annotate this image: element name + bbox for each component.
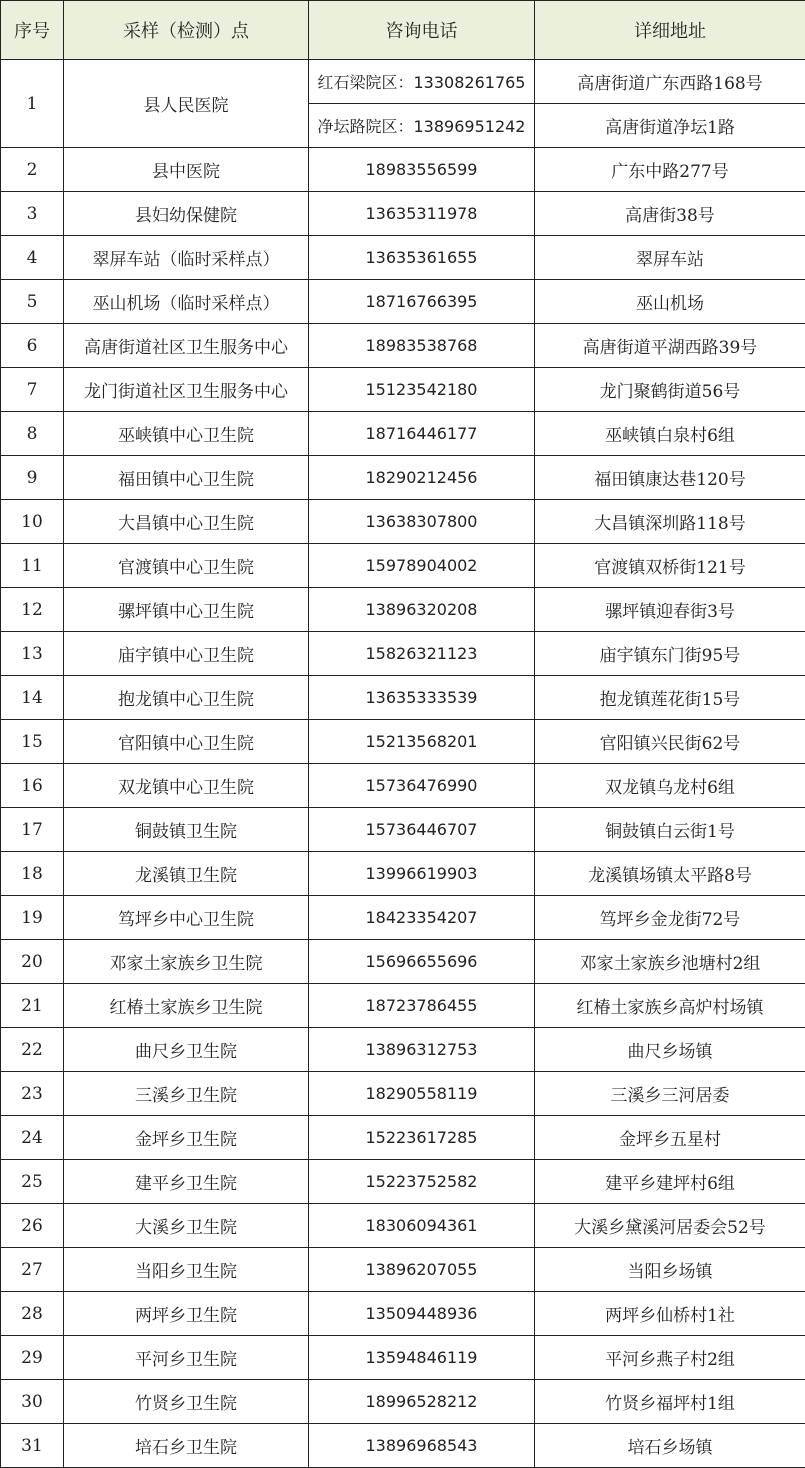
table-row	[1, 1028, 805, 1072]
cell-no: 23	[1, 1072, 64, 1116]
table-row	[1, 1424, 805, 1468]
cell-no: 11	[1, 544, 64, 588]
cell-address: 翠屏车站	[535, 236, 805, 280]
cell-no: 21	[1, 984, 64, 1028]
cell-site: 当阳乡卫生院	[64, 1248, 309, 1292]
cell-site: 曲尺乡卫生院	[64, 1028, 309, 1072]
header-phone: 咨询电话	[309, 1, 535, 60]
cell-phone: 18996528212	[309, 1380, 535, 1424]
cell-site: 铜鼓镇卫生院	[64, 808, 309, 852]
cell-phone: 15736476990	[309, 764, 535, 808]
table-row	[1, 588, 805, 632]
cell-address: 大溪乡黛溪河居委会52号	[535, 1204, 805, 1248]
cell-phone: 18716766395	[309, 280, 535, 324]
cell-site: 巫山机场（临时采样点）	[64, 280, 309, 324]
cell-phone: 13509448936	[309, 1292, 535, 1336]
cell-no: 18	[1, 852, 64, 896]
cell-no: 8	[1, 412, 64, 456]
cell-address: 培石乡场镇	[535, 1424, 805, 1468]
table-row	[1, 1336, 805, 1380]
cell-phone: 18423354207	[309, 896, 535, 940]
cell-phone: 18290558119	[309, 1072, 535, 1116]
cell-site: 大溪乡卫生院	[64, 1204, 309, 1248]
table-row	[1, 1116, 805, 1160]
cell-no: 16	[1, 764, 64, 808]
cell-address: 红椿土家族乡高炉村场镇	[535, 984, 805, 1028]
cell-address: 笃坪乡金龙街72号	[535, 896, 805, 940]
cell-address: 曲尺乡场镇	[535, 1028, 805, 1072]
cell-no: 10	[1, 500, 64, 544]
cell-no: 9	[1, 456, 64, 500]
cell-address: 高唐街道平湖西路39号	[535, 324, 805, 368]
table-row	[1, 720, 805, 764]
cell-no: 22	[1, 1028, 64, 1072]
header-site: 采样（检测）点	[64, 1, 309, 60]
cell-phone: 15736446707	[309, 808, 535, 852]
cell-no: 7	[1, 368, 64, 412]
table-row	[1, 896, 805, 940]
cell-phone: 净坛路院区：13896951242	[309, 104, 535, 148]
cell-no: 29	[1, 1336, 64, 1380]
table-row	[1, 1380, 805, 1424]
cell-address: 龙溪镇场镇太平路8号	[535, 852, 805, 896]
table-row	[1, 60, 805, 104]
cell-address: 巫峡镇白泉村6组	[535, 412, 805, 456]
cell-no: 30	[1, 1380, 64, 1424]
cell-address: 两坪乡仙桥村1社	[535, 1292, 805, 1336]
cell-phone: 18723786455	[309, 984, 535, 1028]
cell-no: 14	[1, 676, 64, 720]
cell-address: 官渡镇双桥街121号	[535, 544, 805, 588]
cell-no: 28	[1, 1292, 64, 1336]
cell-no: 24	[1, 1116, 64, 1160]
header-no: 序号	[1, 1, 64, 60]
cell-address: 铜鼓镇白云街1号	[535, 808, 805, 852]
table-row	[1, 544, 805, 588]
cell-phone: 18983556599	[309, 148, 535, 192]
table-row	[1, 368, 805, 412]
cell-address: 高唐街道广东西路168号	[535, 60, 805, 104]
table-row	[1, 764, 805, 808]
cell-site: 邓家土家族乡卫生院	[64, 940, 309, 984]
cell-site: 庙宇镇中心卫生院	[64, 632, 309, 676]
cell-no: 2	[1, 148, 64, 192]
cell-site: 官阳镇中心卫生院	[64, 720, 309, 764]
cell-phone: 13996619903	[309, 852, 535, 896]
cell-phone: 15213568201	[309, 720, 535, 764]
cell-site: 竹贤乡卫生院	[64, 1380, 309, 1424]
cell-phone: 15223752582	[309, 1160, 535, 1204]
cell-address: 骡坪镇迎春街3号	[535, 588, 805, 632]
cell-phone: 18290212456	[309, 456, 535, 500]
cell-no: 6	[1, 324, 64, 368]
cell-phone: 15123542180	[309, 368, 535, 412]
cell-address: 大昌镇深圳路118号	[535, 500, 805, 544]
table-row	[1, 456, 805, 500]
cell-site: 抱龙镇中心卫生院	[64, 676, 309, 720]
cell-address: 龙门聚鹤街道56号	[535, 368, 805, 412]
cell-phone: 红石梁院区：13308261765	[309, 60, 535, 104]
cell-site: 龙溪镇卫生院	[64, 852, 309, 896]
table-row	[1, 1160, 805, 1204]
cell-address: 抱龙镇莲花街15号	[535, 676, 805, 720]
table-row	[1, 676, 805, 720]
table-row	[1, 1292, 805, 1336]
cell-no: 1	[1, 60, 64, 148]
table-row	[1, 148, 805, 192]
table-row	[1, 808, 805, 852]
table-row	[1, 1072, 805, 1116]
cell-site: 红椿土家族乡卫生院	[64, 984, 309, 1028]
cell-address: 建平乡建坪村6组	[535, 1160, 805, 1204]
cell-address: 官阳镇兴民街62号	[535, 720, 805, 764]
cell-site: 官渡镇中心卫生院	[64, 544, 309, 588]
cell-phone: 13635333539	[309, 676, 535, 720]
cell-site: 福田镇中心卫生院	[64, 456, 309, 500]
cell-site: 高唐街道社区卫生服务中心	[64, 324, 309, 368]
cell-no: 5	[1, 280, 64, 324]
cell-site: 大昌镇中心卫生院	[64, 500, 309, 544]
table-row	[1, 984, 805, 1028]
cell-phone: 18716446177	[309, 412, 535, 456]
cell-site: 龙门街道社区卫生服务中心	[64, 368, 309, 412]
cell-no: 20	[1, 940, 64, 984]
cell-site: 巫峡镇中心卫生院	[64, 412, 309, 456]
cell-phone: 13896320208	[309, 588, 535, 632]
cell-address: 双龙镇乌龙村6组	[535, 764, 805, 808]
cell-site: 三溪乡卫生院	[64, 1072, 309, 1116]
cell-address: 平河乡燕子村2组	[535, 1336, 805, 1380]
cell-site: 建平乡卫生院	[64, 1160, 309, 1204]
cell-site: 笃坪乡中心卫生院	[64, 896, 309, 940]
cell-no: 4	[1, 236, 64, 280]
cell-phone: 15223617285	[309, 1116, 535, 1160]
table-row	[1, 632, 805, 676]
table-row	[1, 324, 805, 368]
cell-address: 巫山机场	[535, 280, 805, 324]
cell-phone: 13896968543	[309, 1424, 535, 1468]
cell-address: 庙宇镇东门街95号	[535, 632, 805, 676]
cell-site: 金坪乡卫生院	[64, 1116, 309, 1160]
cell-no: 27	[1, 1248, 64, 1292]
cell-no: 17	[1, 808, 64, 852]
table-row	[1, 192, 805, 236]
cell-no: 19	[1, 896, 64, 940]
cell-no: 15	[1, 720, 64, 764]
cell-address: 高唐街38号	[535, 192, 805, 236]
cell-phone: 18306094361	[309, 1204, 535, 1248]
cell-no: 31	[1, 1424, 64, 1468]
cell-phone: 13635311978	[309, 192, 535, 236]
table-row	[1, 940, 805, 984]
cell-address: 当阳乡场镇	[535, 1248, 805, 1292]
cell-phone: 15978904002	[309, 544, 535, 588]
table-row	[1, 852, 805, 896]
cell-phone: 15696655696	[309, 940, 535, 984]
cell-address: 福田镇康达巷120号	[535, 456, 805, 500]
cell-address: 邓家土家族乡池塘村2组	[535, 940, 805, 984]
cell-no: 26	[1, 1204, 64, 1248]
cell-phone: 13594846119	[309, 1336, 535, 1380]
cell-address: 竹贤乡福坪村1组	[535, 1380, 805, 1424]
cell-phone: 13635361655	[309, 236, 535, 280]
cell-phone: 13638307800	[309, 500, 535, 544]
cell-site: 县中医院	[64, 148, 309, 192]
table-row	[1, 1248, 805, 1292]
cell-no: 25	[1, 1160, 64, 1204]
cell-site: 双龙镇中心卫生院	[64, 764, 309, 808]
cell-address: 广东中路277号	[535, 148, 805, 192]
table-row	[1, 1204, 805, 1248]
cell-site: 两坪乡卫生院	[64, 1292, 309, 1336]
cell-site: 县妇幼保健院	[64, 192, 309, 236]
table-row	[1, 236, 805, 280]
cell-phone: 15826321123	[309, 632, 535, 676]
cell-phone: 13896207055	[309, 1248, 535, 1292]
header-address: 详细地址	[535, 1, 805, 60]
cell-phone: 13896312753	[309, 1028, 535, 1072]
table-row	[1, 280, 805, 324]
cell-site: 县人民医院	[64, 60, 309, 148]
table-row	[1, 412, 805, 456]
cell-address: 三溪乡三河居委	[535, 1072, 805, 1116]
cell-address: 高唐街道净坛1路	[535, 104, 805, 148]
cell-site: 翠屏车站（临时采样点）	[64, 236, 309, 280]
cell-site: 平河乡卫生院	[64, 1336, 309, 1380]
cell-no: 3	[1, 192, 64, 236]
cell-address: 金坪乡五星村	[535, 1116, 805, 1160]
cell-phone: 18983538768	[309, 324, 535, 368]
cell-no: 13	[1, 632, 64, 676]
table-row	[1, 500, 805, 544]
cell-site: 培石乡卫生院	[64, 1424, 309, 1468]
cell-site: 骡坪镇中心卫生院	[64, 588, 309, 632]
table-header-row	[1, 1, 805, 60]
cell-no: 12	[1, 588, 64, 632]
